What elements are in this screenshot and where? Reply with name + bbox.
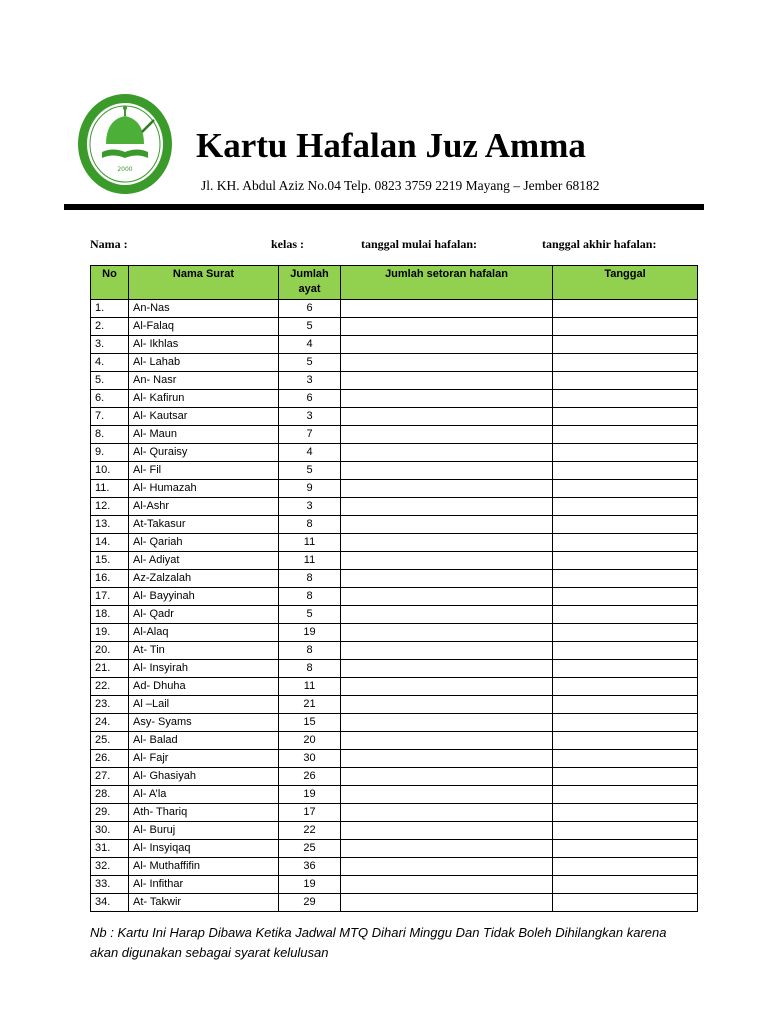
cell-jumlah-ayat: 6 — [279, 390, 341, 408]
cell-nama-surat: Al- Humazah — [129, 480, 279, 498]
cell-tanggal — [553, 660, 698, 678]
cell-jumlah-ayat: 11 — [279, 534, 341, 552]
cell-jumlah-ayat: 8 — [279, 516, 341, 534]
cell-nama-surat: Ad- Dhuha — [129, 678, 279, 696]
cell-tanggal — [553, 642, 698, 660]
cell-jumlah-ayat: 3 — [279, 372, 341, 390]
cell-no: 28. — [91, 786, 129, 804]
cell-jumlah-ayat: 4 — [279, 444, 341, 462]
cell-nama-surat: Asy- Syams — [129, 714, 279, 732]
cell-tanggal — [553, 876, 698, 894]
table-row — [91, 786, 698, 804]
cell-tanggal — [553, 804, 698, 822]
cell-setoran — [341, 390, 553, 408]
hafalan-table — [90, 265, 698, 912]
table-row — [91, 390, 698, 408]
table-row — [91, 606, 698, 624]
cell-tanggal — [553, 894, 698, 912]
cell-jumlah-ayat: 20 — [279, 732, 341, 750]
cell-setoran — [341, 822, 553, 840]
cell-nama-surat: At- Takwir — [129, 894, 279, 912]
page-title: Kartu Hafalan Juz Amma — [196, 126, 586, 165]
table-row — [91, 642, 698, 660]
cell-jumlah-ayat: 19 — [279, 876, 341, 894]
header-setoran: Jumlah setoran hafalan — [341, 266, 553, 300]
cell-setoran — [341, 462, 553, 480]
table-row — [91, 498, 698, 516]
cell-nama-surat: Al- Fil — [129, 462, 279, 480]
cell-setoran — [341, 858, 553, 876]
table-row — [91, 714, 698, 732]
cell-no: 27. — [91, 768, 129, 786]
table-row — [91, 426, 698, 444]
cell-jumlah-ayat: 4 — [279, 336, 341, 354]
cell-setoran — [341, 750, 553, 768]
cell-jumlah-ayat: 5 — [279, 606, 341, 624]
cell-tanggal — [553, 390, 698, 408]
cell-setoran — [341, 498, 553, 516]
cell-no: 32. — [91, 858, 129, 876]
cell-no: 10. — [91, 462, 129, 480]
cell-jumlah-ayat: 26 — [279, 768, 341, 786]
cell-jumlah-ayat: 8 — [279, 570, 341, 588]
cell-tanggal — [553, 786, 698, 804]
cell-nama-surat: Al- Quraisy — [129, 444, 279, 462]
cell-nama-surat: Al- Ikhlas — [129, 336, 279, 354]
cell-tanggal — [553, 408, 698, 426]
cell-no: 17. — [91, 588, 129, 606]
table-row — [91, 822, 698, 840]
cell-no: 20. — [91, 642, 129, 660]
cell-no: 25. — [91, 732, 129, 750]
cell-jumlah-ayat: 30 — [279, 750, 341, 768]
cell-jumlah-ayat: 19 — [279, 786, 341, 804]
cell-nama-surat: Al- Insyiqaq — [129, 840, 279, 858]
cell-jumlah-ayat: 9 — [279, 480, 341, 498]
cell-no: 29. — [91, 804, 129, 822]
cell-tanggal — [553, 426, 698, 444]
cell-no: 19. — [91, 624, 129, 642]
cell-no: 8. — [91, 426, 129, 444]
cell-setoran — [341, 300, 553, 318]
table-row — [91, 894, 698, 912]
cell-nama-surat: Al- Qariah — [129, 534, 279, 552]
cell-setoran — [341, 714, 553, 732]
cell-jumlah-ayat: 11 — [279, 678, 341, 696]
cell-nama-surat: An- Nasr — [129, 372, 279, 390]
cell-tanggal — [553, 336, 698, 354]
table-row — [91, 336, 698, 354]
cell-no: 1. — [91, 300, 129, 318]
logo-year: 2000 — [117, 166, 133, 173]
cell-no: 11. — [91, 480, 129, 498]
cell-tanggal — [553, 480, 698, 498]
cell-jumlah-ayat: 8 — [279, 642, 341, 660]
cell-jumlah-ayat: 15 — [279, 714, 341, 732]
cell-tanggal — [553, 714, 698, 732]
cell-no: 5. — [91, 372, 129, 390]
cell-tanggal — [553, 534, 698, 552]
cell-tanggal — [553, 462, 698, 480]
cell-tanggal — [553, 354, 698, 372]
cell-nama-surat: Al- Bayyinah — [129, 588, 279, 606]
cell-jumlah-ayat: 8 — [279, 660, 341, 678]
cell-tanggal — [553, 318, 698, 336]
table-row — [91, 408, 698, 426]
cell-setoran — [341, 678, 553, 696]
cell-setoran — [341, 516, 553, 534]
cell-nama-surat: An-Nas — [129, 300, 279, 318]
cell-setoran — [341, 408, 553, 426]
table-row — [91, 858, 698, 876]
table-row — [91, 480, 698, 498]
cell-nama-surat: Al-Ashr — [129, 498, 279, 516]
address-line: Jl. KH. Abdul Aziz No.04 Telp. 0823 3759 2219 Mayang – Jember 68182 — [201, 178, 600, 193]
cell-nama-surat: At- Tin — [129, 642, 279, 660]
cell-nama-surat: Al-Falaq — [129, 318, 279, 336]
table-row — [91, 444, 698, 462]
table-row — [91, 876, 698, 894]
cell-no: 12. — [91, 498, 129, 516]
cell-nama-surat: Al-Alaq — [129, 624, 279, 642]
cell-tanggal — [553, 858, 698, 876]
table-row — [91, 840, 698, 858]
cell-setoran — [341, 660, 553, 678]
cell-nama-surat: Al- Adiyat — [129, 552, 279, 570]
cell-jumlah-ayat: 22 — [279, 822, 341, 840]
table-row — [91, 804, 698, 822]
cell-no: 13. — [91, 516, 129, 534]
header-jumlah-ayat: Jumlah ayat — [279, 266, 341, 300]
cell-nama-surat: Al- Ghasiyah — [129, 768, 279, 786]
cell-no: 16. — [91, 570, 129, 588]
cell-jumlah-ayat: 36 — [279, 858, 341, 876]
header-tanggal: Tanggal — [553, 266, 698, 300]
table-row — [91, 696, 698, 714]
cell-no: 34. — [91, 894, 129, 912]
cell-nama-surat: Al- Muthaffifin — [129, 858, 279, 876]
cell-no: 7. — [91, 408, 129, 426]
cell-no: 22. — [91, 678, 129, 696]
table-row — [91, 354, 698, 372]
footnote: Nb : Kartu Ini Harap Dibawa Ketika Jadwal MTQ Dihari Minggu Dan Tidak Boleh Dihilangkan karena akan digunakan sebagai syarat kelulusan — [90, 925, 667, 960]
cell-no: 31. — [91, 840, 129, 858]
cell-nama-surat: Al- Balad — [129, 732, 279, 750]
cell-nama-surat: Al- A’la — [129, 786, 279, 804]
cell-tanggal — [553, 696, 698, 714]
header-no: No — [91, 266, 129, 300]
header-divider — [64, 204, 704, 210]
cell-jumlah-ayat: 3 — [279, 408, 341, 426]
field-kelas: kelas : — [271, 237, 304, 251]
table-row — [91, 318, 698, 336]
cell-no: 33. — [91, 876, 129, 894]
cell-setoran — [341, 534, 553, 552]
cell-setoran — [341, 894, 553, 912]
cell-no: 26. — [91, 750, 129, 768]
cell-nama-surat: Al- Maun — [129, 426, 279, 444]
cell-jumlah-ayat: 19 — [279, 624, 341, 642]
cell-setoran — [341, 696, 553, 714]
table-row — [91, 678, 698, 696]
table-row — [91, 570, 698, 588]
cell-nama-surat: Al- Insyirah — [129, 660, 279, 678]
cell-setoran — [341, 372, 553, 390]
cell-setoran — [341, 804, 553, 822]
cell-setoran — [341, 786, 553, 804]
table-row — [91, 624, 698, 642]
cell-tanggal — [553, 498, 698, 516]
cell-setoran — [341, 768, 553, 786]
cell-jumlah-ayat: 7 — [279, 426, 341, 444]
cell-jumlah-ayat: 17 — [279, 804, 341, 822]
cell-no: 14. — [91, 534, 129, 552]
cell-setoran — [341, 642, 553, 660]
cell-no: 23. — [91, 696, 129, 714]
cell-no: 3. — [91, 336, 129, 354]
cell-tanggal — [553, 768, 698, 786]
cell-tanggal — [553, 840, 698, 858]
table-row — [91, 300, 698, 318]
cell-setoran — [341, 318, 553, 336]
cell-setoran — [341, 588, 553, 606]
cell-nama-surat: Al- Lahab — [129, 354, 279, 372]
cell-no: 30. — [91, 822, 129, 840]
cell-no: 21. — [91, 660, 129, 678]
cell-tanggal — [553, 750, 698, 768]
cell-jumlah-ayat: 6 — [279, 300, 341, 318]
cell-tanggal — [553, 570, 698, 588]
table-row — [91, 372, 698, 390]
cell-tanggal — [553, 606, 698, 624]
cell-jumlah-ayat: 11 — [279, 552, 341, 570]
table-row — [91, 462, 698, 480]
cell-setoran — [341, 426, 553, 444]
field-tanggal-mulai: tanggal mulai hafalan: — [361, 237, 478, 251]
cell-setoran — [341, 840, 553, 858]
table-row — [91, 732, 698, 750]
cell-no: 2. — [91, 318, 129, 336]
cell-tanggal — [553, 822, 698, 840]
cell-setoran — [341, 354, 553, 372]
cell-tanggal — [553, 552, 698, 570]
cell-tanggal — [553, 372, 698, 390]
cell-nama-surat: At-Takasur — [129, 516, 279, 534]
cell-tanggal — [553, 624, 698, 642]
cell-no: 4. — [91, 354, 129, 372]
table-row — [91, 750, 698, 768]
cell-no: 6. — [91, 390, 129, 408]
cell-tanggal — [553, 588, 698, 606]
table-row — [91, 552, 698, 570]
cell-jumlah-ayat: 5 — [279, 354, 341, 372]
table-row — [91, 768, 698, 786]
table-row — [91, 660, 698, 678]
cell-no: 15. — [91, 552, 129, 570]
cell-jumlah-ayat: 29 — [279, 894, 341, 912]
header-nama-surat: Nama Surat — [129, 266, 279, 300]
cell-setoran — [341, 444, 553, 462]
cell-setoran — [341, 480, 553, 498]
cell-setoran — [341, 624, 553, 642]
cell-nama-surat: Al- Fajr — [129, 750, 279, 768]
cell-jumlah-ayat: 3 — [279, 498, 341, 516]
cell-tanggal — [553, 678, 698, 696]
cell-nama-surat: Al- Buruj — [129, 822, 279, 840]
cell-tanggal — [553, 732, 698, 750]
cell-nama-surat: Al –Lail — [129, 696, 279, 714]
cell-no: 9. — [91, 444, 129, 462]
cell-tanggal — [553, 516, 698, 534]
school-logo-icon — [76, 92, 174, 196]
cell-setoran — [341, 732, 553, 750]
cell-tanggal — [553, 300, 698, 318]
cell-jumlah-ayat: 5 — [279, 462, 341, 480]
cell-jumlah-ayat: 21 — [279, 696, 341, 714]
cell-nama-surat: Az-Zalzalah — [129, 570, 279, 588]
cell-nama-surat: Ath- Thariq — [129, 804, 279, 822]
cell-nama-surat: Al- Kautsar — [129, 408, 279, 426]
cell-jumlah-ayat: 25 — [279, 840, 341, 858]
table-row — [91, 534, 698, 552]
cell-tanggal — [553, 444, 698, 462]
table-header-row — [91, 266, 698, 300]
cell-no: 24. — [91, 714, 129, 732]
cell-setoran — [341, 570, 553, 588]
field-tanggal-akhir: tanggal akhir hafalan: — [542, 237, 657, 251]
cell-setoran — [341, 876, 553, 894]
cell-nama-surat: Al- Kafirun — [129, 390, 279, 408]
cell-nama-surat: Al- Infithar — [129, 876, 279, 894]
cell-nama-surat: Al- Qadr — [129, 606, 279, 624]
cell-jumlah-ayat: 8 — [279, 588, 341, 606]
table-row — [91, 516, 698, 534]
cell-no: 18. — [91, 606, 129, 624]
cell-jumlah-ayat: 5 — [279, 318, 341, 336]
cell-setoran — [341, 336, 553, 354]
cell-setoran — [341, 552, 553, 570]
cell-setoran — [341, 606, 553, 624]
field-nama: Nama : — [90, 237, 128, 251]
table-row — [91, 588, 698, 606]
